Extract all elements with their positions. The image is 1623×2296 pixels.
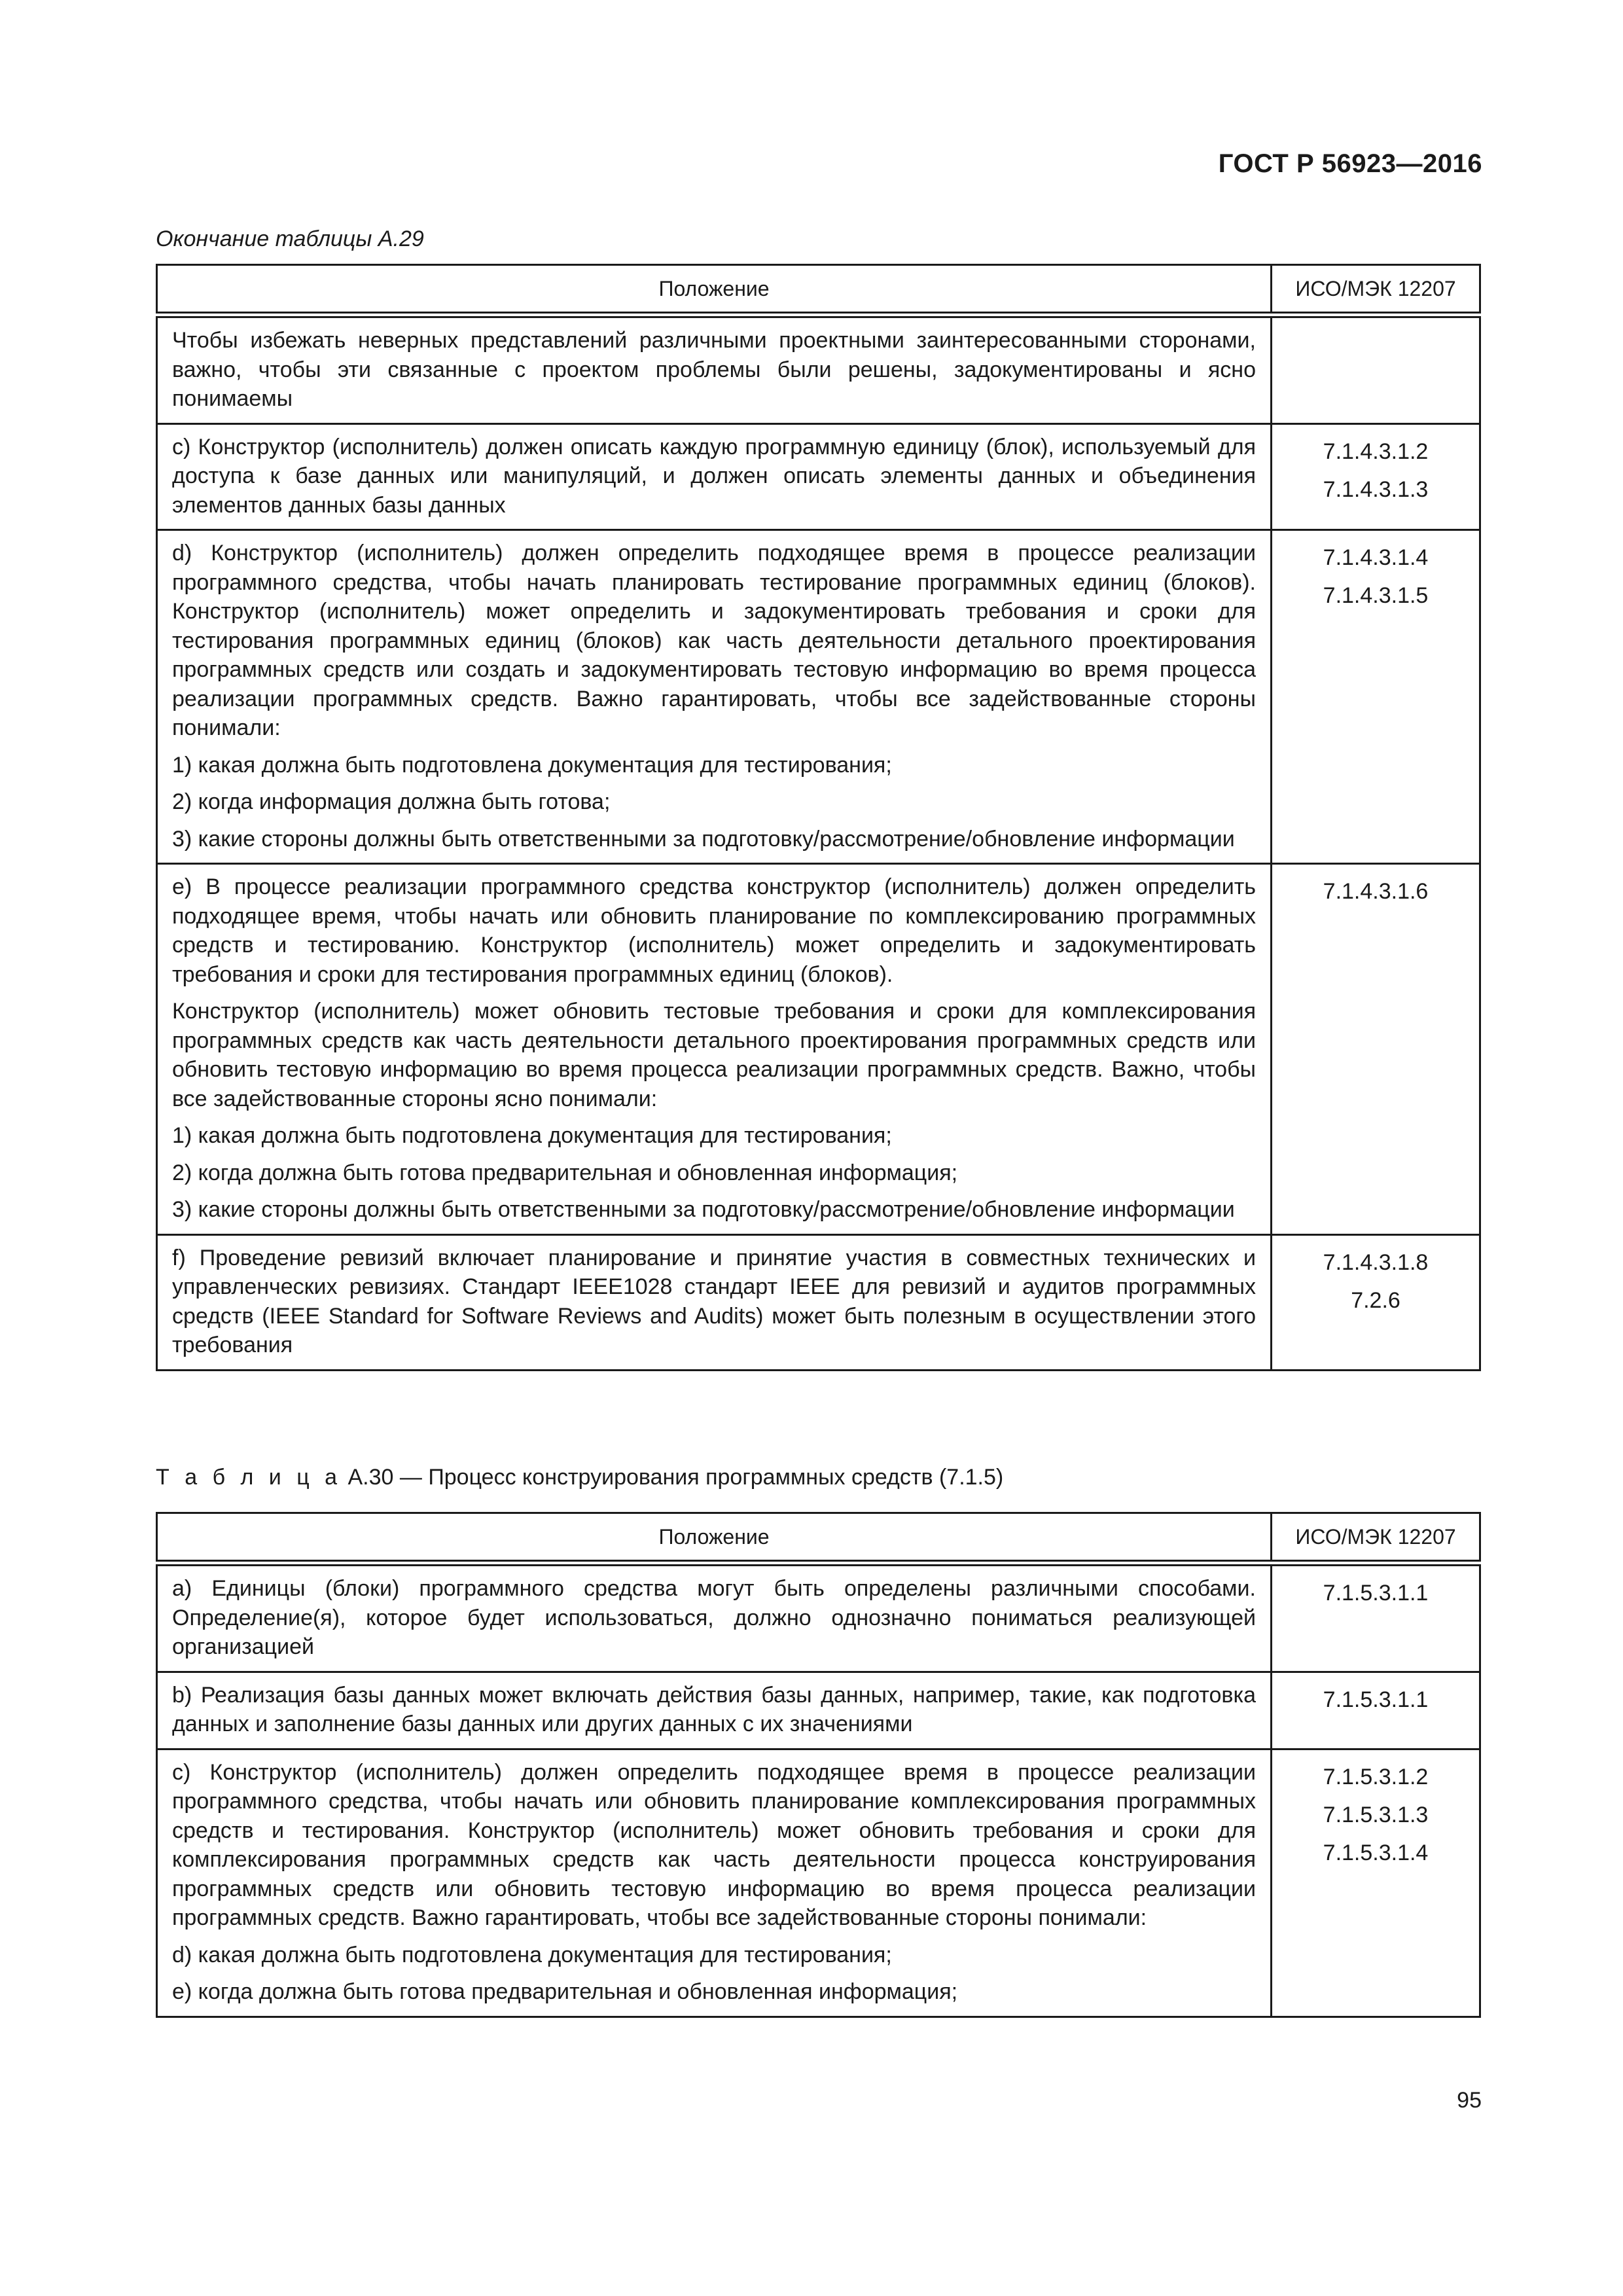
column-header-iso: ИСО/МЭК 12207 (1272, 265, 1480, 315)
table-row (157, 1749, 1480, 2017)
iso-reference-cell (1272, 864, 1480, 1235)
document-code: ГОСТ Р 56923—2016 (1218, 149, 1482, 178)
provision-paragraph: 2) когда должна быть готова предварительная и обновленная информация; (172, 1160, 958, 1185)
column-header-iso: ИСО/МЭК 12207 (1272, 1513, 1480, 1564)
table-a30-title-text: А.30 — Процесс конструирования программных средств (7.1.5) (348, 1465, 1004, 1490)
table-row (157, 530, 1480, 864)
table-header-row (157, 1513, 1480, 1564)
provision-cell (157, 1563, 1272, 1672)
table-a29 (156, 264, 1481, 1371)
provision-paragraph: d) Конструктор (исполнитель) должен определить подходящее время в процессе реализации программного средства, чтобы начать планировать тестирование программных единиц (блоков). Конструктор (исполнитель) может определить и задокументировать требования и сроки для тестирования программных единиц (блоков) как часть деятельности детального проектирования программных средств или создать и задокументировать тестовую информацию во время процесса реализации программных средств. Важно гарантировать, чтобы все задействованные стороны понимали: (172, 541, 1256, 740)
provision-paragraph: e) В процессе реализации программного средства конструктор (исполнитель) должен определить подходящее время, чтобы начать или обновить планирование по комплексированию программных средств и тестированию. Конструктор (исполнитель) может определить и задокументировать требования и сроки для тестирования программных единиц (блоков). (172, 874, 1256, 987)
provision-cell (157, 1234, 1272, 1370)
provision-paragraph: a) Единицы (блоки) программного средства могут быть определены различными способами. Определение(я), которое будет использоваться, должно однозначно пониматься реализующей организацией (172, 1576, 1256, 1659)
table-row (157, 315, 1480, 423)
provision-paragraph: 3) какие стороны должны быть ответственными за подготовку/рассмотрение/обновление информации (172, 826, 1235, 852)
table-a30-title (156, 1465, 1003, 1490)
iso-reference-cell (1272, 315, 1480, 423)
provision-paragraph: Чтобы избежать неверных представлений различными проектными заинтересованными сторонами, важно, чтобы эти связанные с проектом проблемы были решены, задокументированы и ясно понимаемы (172, 328, 1256, 411)
iso-clause-reference: 7.1.4.3.1.8 (1323, 1249, 1429, 1275)
provision-cell (157, 423, 1272, 530)
iso-clause-reference: 7.2.6 (1351, 1287, 1400, 1313)
provision-paragraph: 2) когда информация должна быть готова; (172, 789, 611, 814)
table-row (157, 1563, 1480, 1672)
table-row (157, 864, 1480, 1235)
provision-paragraph: f) Проведение ревизий включает планирование и принятие участия в совместных технических и управленческих ревизиях. Стандарт IEEE1028 стандарт IEEE для ревизий и аудитов программных средств (IEEE Standard for Software Reviews and Audits) может быть полезным в осуществлении этого требования (172, 1245, 1256, 1357)
provision-cell (157, 1672, 1272, 1749)
column-header-position: Положение (157, 265, 1272, 315)
iso-reference-cell (1272, 1563, 1480, 1672)
iso-clause-reference: 7.1.5.3.1.1 (1323, 1687, 1429, 1712)
provision-paragraph: c) Конструктор (исполнитель) должен определить подходящее время в процессе реализации программного средства, чтобы начать или обновить планирование комплексирования программных средств и тестирования. Конструктор (исполнитель) может обновить требования и сроки для комплексирования программных средств как часть деятельности процесса конструирования программных средств или обновить тестовую информацию во время процесса реализации программных средств. Важно гарантировать, чтобы все задействованные стороны понимали: (172, 1759, 1256, 1930)
iso-clause-reference: 7.1.5.3.1.1 (1323, 1581, 1429, 1605)
provision-paragraph: Конструктор (исполнитель) может обновить тестовые требования и сроки для комплексирования программных средств как часть деятельности детального проектирования программных средств или обновить тестовую информацию во время процесса реализации программных средств. Важно, чтобы все задействованные стороны ясно понимали: (172, 999, 1256, 1111)
iso-reference-cell (1272, 1749, 1480, 2017)
page-number: 95 (1457, 2088, 1482, 2113)
iso-clause-reference: 7.1.5.3.1.2 (1323, 1764, 1429, 1789)
iso-clause-reference: 7.1.5.3.1.4 (1323, 1840, 1429, 1865)
iso-clause-reference: 7.1.4.3.1.4 (1323, 545, 1429, 570)
table-a30-title-prefix: Т а б л и ц а (156, 1465, 342, 1490)
table-a30 (156, 1512, 1481, 2018)
column-header-position: Положение (157, 1513, 1272, 1564)
provision-paragraph: d) какая должна быть подготовлена документация для тестирования; (172, 1942, 892, 1967)
iso-clause-reference: 7.1.4.3.1.6 (1323, 879, 1429, 904)
provision-paragraph: c) Конструктор (исполнитель) должен описать каждую программную единицу (блок), используемый для доступа к базе данных или манипуляций, и должен описать элементы данных и объединения элементов данных базы данных (172, 434, 1256, 518)
provision-paragraph: e) когда должна быть готова предварительная и обновленная информация; (172, 1979, 958, 2004)
provision-paragraph: 1) какая должна быть подготовлена документация для тестирования; (172, 752, 892, 778)
table-a29-caption: Окончание таблицы А.29 (156, 226, 424, 251)
table-row (157, 1672, 1480, 1749)
table-a29-body (157, 315, 1480, 1370)
table-row (157, 423, 1480, 530)
iso-reference-cell (1272, 1234, 1480, 1370)
provision-paragraph: 3) какие стороны должны быть ответственными за подготовку/рассмотрение/обновление информации (172, 1197, 1235, 1222)
iso-reference-cell (1272, 423, 1480, 530)
table-row (157, 1234, 1480, 1370)
iso-clause-reference: 7.1.5.3.1.3 (1323, 1802, 1429, 1827)
provision-paragraph: 1) какая должна быть подготовлена документация для тестирования; (172, 1123, 892, 1148)
provision-paragraph: b) Реализация базы данных может включать действия базы данных, например, такие, как подготовка данных и заполнение базы данных или других данных с их значениями (172, 1682, 1256, 1736)
table-header-row (157, 265, 1480, 315)
iso-reference-cell (1272, 530, 1480, 864)
iso-clause-reference: 7.1.4.3.1.3 (1323, 476, 1429, 502)
iso-clause-reference: 7.1.4.3.1.5 (1323, 583, 1429, 608)
iso-reference-cell (1272, 1672, 1480, 1749)
provision-cell (157, 864, 1272, 1235)
provision-cell (157, 530, 1272, 864)
iso-clause-reference: 7.1.4.3.1.2 (1323, 439, 1429, 464)
provision-cell (157, 315, 1272, 423)
table-a30-body (157, 1563, 1480, 2017)
provision-cell (157, 1749, 1272, 2017)
